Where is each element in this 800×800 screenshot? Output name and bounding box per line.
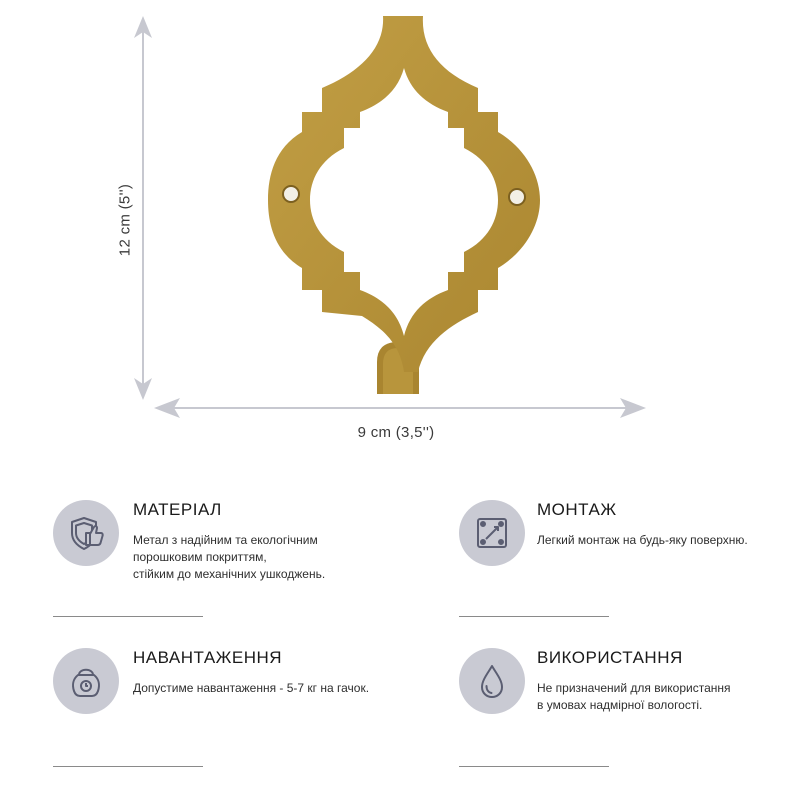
shield-hand-icon	[53, 500, 119, 566]
feature-usage-description: Не призначений для використання в умовах надмірної вологості.	[537, 681, 731, 712]
feature-mounting-description: Легкий монтаж на будь-яку поверхню.	[537, 533, 748, 547]
height-dimension-label: 12 cm (5'')	[116, 183, 134, 257]
feature-material-description: Метал з надійним та екологічним порошковим покриттям, стійким до механічних ушкоджень.	[133, 533, 326, 581]
kettlebell-icon	[53, 648, 119, 714]
divider-line	[53, 616, 203, 617]
feature-mounting-title: МОНТАЖ	[537, 500, 617, 519]
feature-usage-title: ВИКОРИСТАННЯ	[537, 648, 683, 667]
divider-line	[459, 766, 609, 767]
height-dimension-arrow	[134, 16, 152, 400]
mounting-plate-icon	[459, 500, 525, 566]
hook-image	[268, 16, 540, 394]
width-dimension-label: 9 cm (3,5'')	[357, 424, 435, 441]
feature-load-title: НАВАНТАЖЕННЯ	[133, 648, 283, 667]
left-screw-hole	[283, 186, 299, 202]
width-dimension-arrow	[154, 398, 646, 418]
water-drop-icon	[459, 648, 525, 714]
divider-line	[459, 616, 609, 617]
feature-load-description: Допустиме навантаження - 5-7 кг на гачок.	[133, 681, 370, 695]
divider-line	[53, 766, 203, 767]
right-screw-hole	[509, 189, 525, 205]
feature-material-title: МАТЕРІАЛ	[133, 500, 222, 519]
